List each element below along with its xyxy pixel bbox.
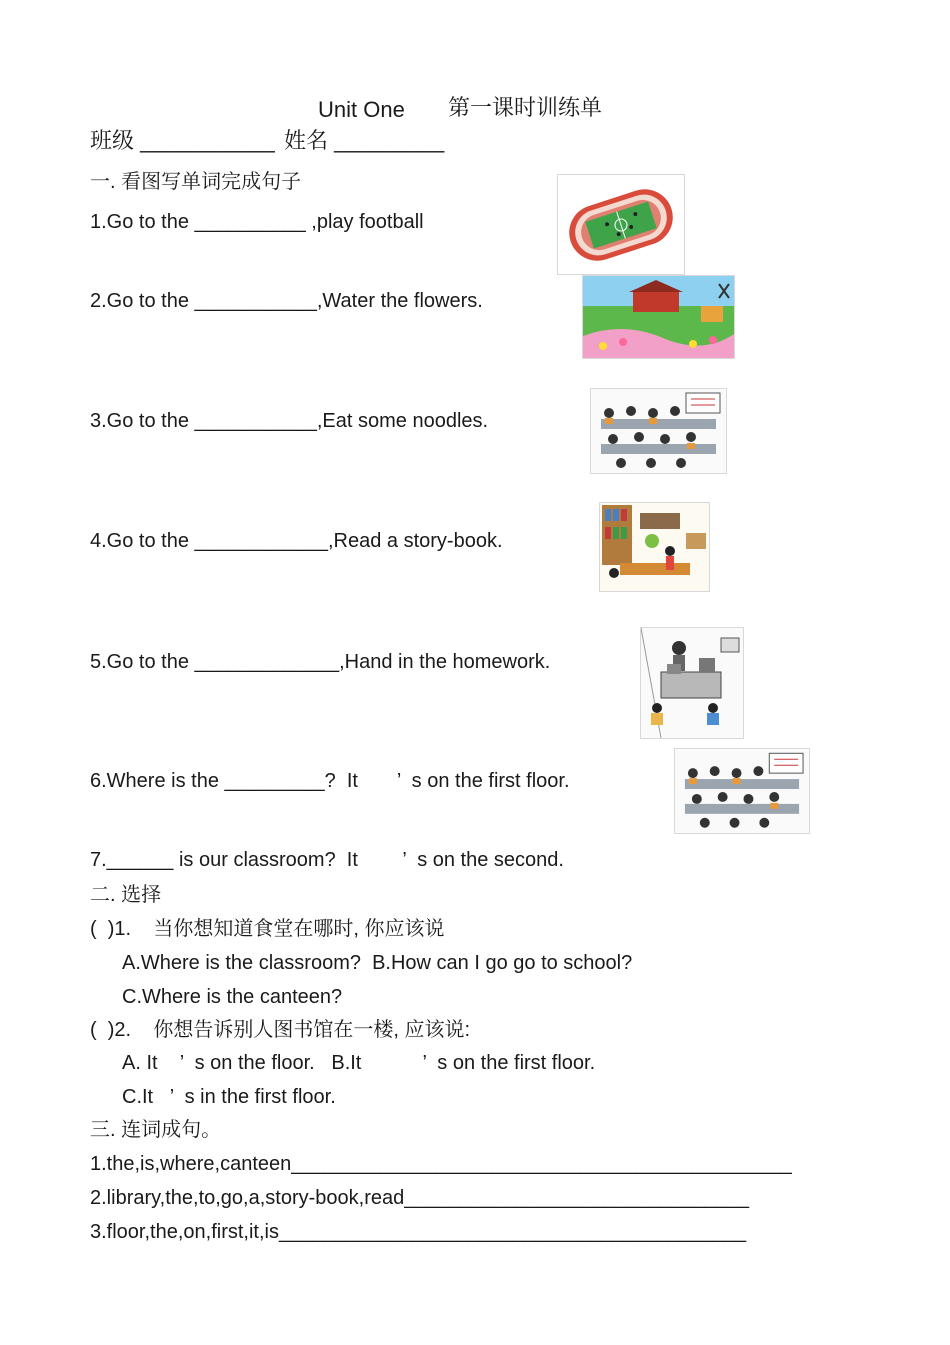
class-field: 班级 ___________	[90, 128, 275, 153]
choice-1-options-ab: A.Where is the classroom? B.How can I go go to school?	[122, 952, 633, 974]
section-3-heading: 三. 连词成句。	[90, 1119, 222, 1141]
section-2-heading: 二. 选择	[90, 884, 162, 906]
sentence-5: 5.Go to the _____________,Hand in the homework.	[90, 651, 551, 673]
worksheet-subtitle: 第一课时训练单	[448, 95, 603, 120]
sentence-7: 7.______ is our classroom? It ’ s on the second.	[90, 849, 564, 871]
sentence-3: 3.Go to the ___________,Eat some noodles.	[90, 410, 489, 432]
section-1-heading: 一. 看图写单词完成句子	[90, 171, 302, 193]
choice-question-1: ( )1. 当你想知道食堂在哪时, 你应该说	[90, 918, 445, 940]
teachers-office-icon	[640, 627, 744, 739]
word-order-2: 2.library,the,to,go,a,story-book,read_______________________________	[90, 1187, 750, 1209]
sentence-1: 1.Go to the __________ ,play football	[90, 211, 424, 233]
sentence-4: 4.Go to the ____________,Read a story-book.	[90, 530, 503, 552]
choice-question-2: ( )2. 你想告诉别人图书馆在一楼, 应该说:	[90, 1019, 471, 1041]
name-field: 姓名 _________	[284, 128, 445, 153]
choice-2-option-c: C.It ’ s in the first floor.	[122, 1086, 336, 1108]
sentence-2: 2.Go to the ___________,Water the flowers.	[90, 290, 483, 312]
sentence-6: 6.Where is the _________? It ’ s on the first floor.	[90, 770, 570, 792]
canteen-icon	[674, 748, 810, 834]
playground-icon	[557, 174, 685, 275]
word-order-1: 1.the,is,where,canteen_____________________________________________	[90, 1153, 792, 1175]
choice-2-options-ab: A. It ’ s on the floor. B.It ’ s on the first floor.	[122, 1052, 596, 1074]
garden-icon	[582, 275, 735, 359]
canteen-icon	[590, 388, 727, 474]
worksheet-title: Unit One	[318, 97, 405, 122]
library-icon	[599, 502, 710, 592]
word-order-3: 3.floor,the,on,first,it,is__________________________________________	[90, 1221, 747, 1243]
choice-1-option-c: C.Where is the canteen?	[122, 986, 343, 1008]
